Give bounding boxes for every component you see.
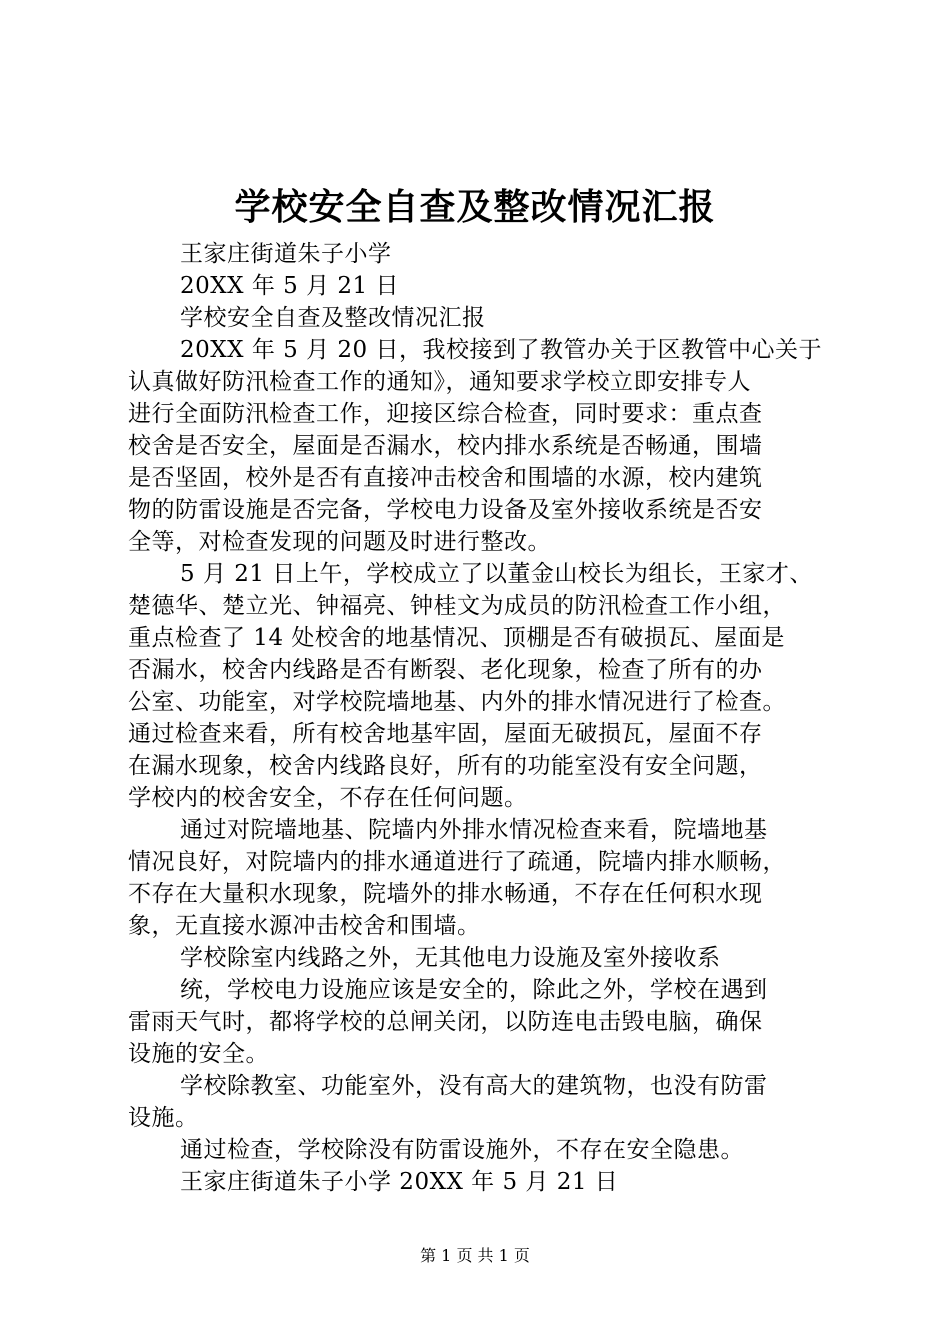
document-title: 学校安全自查及整改情况汇报 xyxy=(234,186,716,228)
body-line: 设施的安全。 xyxy=(128,1041,269,1067)
body-line: 学校除教室、功能室外，没有高大的建筑物，也没有防雷 xyxy=(180,1073,768,1099)
body-line: 通过检查来看，所有校舍地基牢固，屋面无破损瓦，屋面不存 xyxy=(128,721,763,747)
body-line: 王家庄街道朱子小学 20XX 年 5 月 21 日 xyxy=(180,1169,619,1195)
body-line: 20XX 年 5 月 20 日，我校接到了教管办关于区教管中心关于 xyxy=(180,337,822,363)
body-line: 王家庄街道朱子小学 xyxy=(180,241,392,267)
body-line: 学校内的校舍安全，不存在任何问题。 xyxy=(128,785,528,811)
body-line: 通过对院墙地基、院墙内外排水情况检查来看，院墙地基 xyxy=(180,817,768,843)
body-line: 5 月 21 日上午，学校成立了以董金山校长为组长，王家才、 xyxy=(180,561,813,587)
body-line: 统，学校电力设施应该是安全的，除此之外，学校在遇到 xyxy=(180,977,768,1003)
body-line: 物的防雷设施是否完备，学校电力设备及室外接收系统是否安 xyxy=(128,497,763,523)
body-line: 全等，对检查发现的问题及时进行整改。 xyxy=(128,529,551,555)
body-line: 不存在大量积水现象，院墙外的排水畅通，不存在任何积水现 xyxy=(128,881,763,907)
body-line: 学校安全自查及整改情况汇报 xyxy=(180,305,486,331)
body-line: 楚德华、楚立光、钟福亮、钟桂文为成员的防汛检查工作小组， xyxy=(128,593,786,619)
body-line: 进行全面防汛检查工作，迎接区综合检查，同时要求：重点查 xyxy=(128,401,763,427)
body-line: 设施。 xyxy=(128,1105,199,1131)
body-line: 重点检查了 14 处校舍的地基情况、顶棚是否有破损瓦、屋面是 xyxy=(128,625,785,651)
body-line: 雷雨天气时，都将学校的总闸关闭，以防连电击毁电脑，确保 xyxy=(128,1009,763,1035)
body-line: 20XX 年 5 月 21 日 xyxy=(180,273,399,299)
document-body xyxy=(128,238,848,1198)
body-line: 学校除室内线路之外，无其他电力设施及室外接收系 xyxy=(180,945,721,971)
body-line: 象，无直接水源冲击校舍和围墙。 xyxy=(128,913,481,939)
body-line: 公室、功能室，对学校院墙地基、内外的排水情况进行了检查。 xyxy=(128,689,786,715)
body-line: 认真做好防汛检查工作的通知》，通知要求学校立即安排专人 xyxy=(128,369,751,395)
body-line: 通过检查，学校除没有防雷设施外，不存在安全隐患。 xyxy=(180,1137,744,1163)
page-footer: 第 1 页 共 1 页 xyxy=(420,1246,530,1265)
body-line: 是否坚固，校外是否有直接冲击校舍和围墙的水源，校内建筑 xyxy=(128,465,763,491)
body-line: 校舍是否安全，屋面是否漏水，校内排水系统是否畅通，围墙 xyxy=(128,433,763,459)
body-line: 在漏水现象，校舍内线路良好，所有的功能室没有安全问题， xyxy=(128,753,763,779)
body-line: 情况良好，对院墙内的排水通道进行了疏通，院墙内排水顺畅， xyxy=(128,849,786,875)
body-line: 否漏水，校舍内线路是否有断裂、老化现象，检查了所有的办 xyxy=(128,657,763,683)
